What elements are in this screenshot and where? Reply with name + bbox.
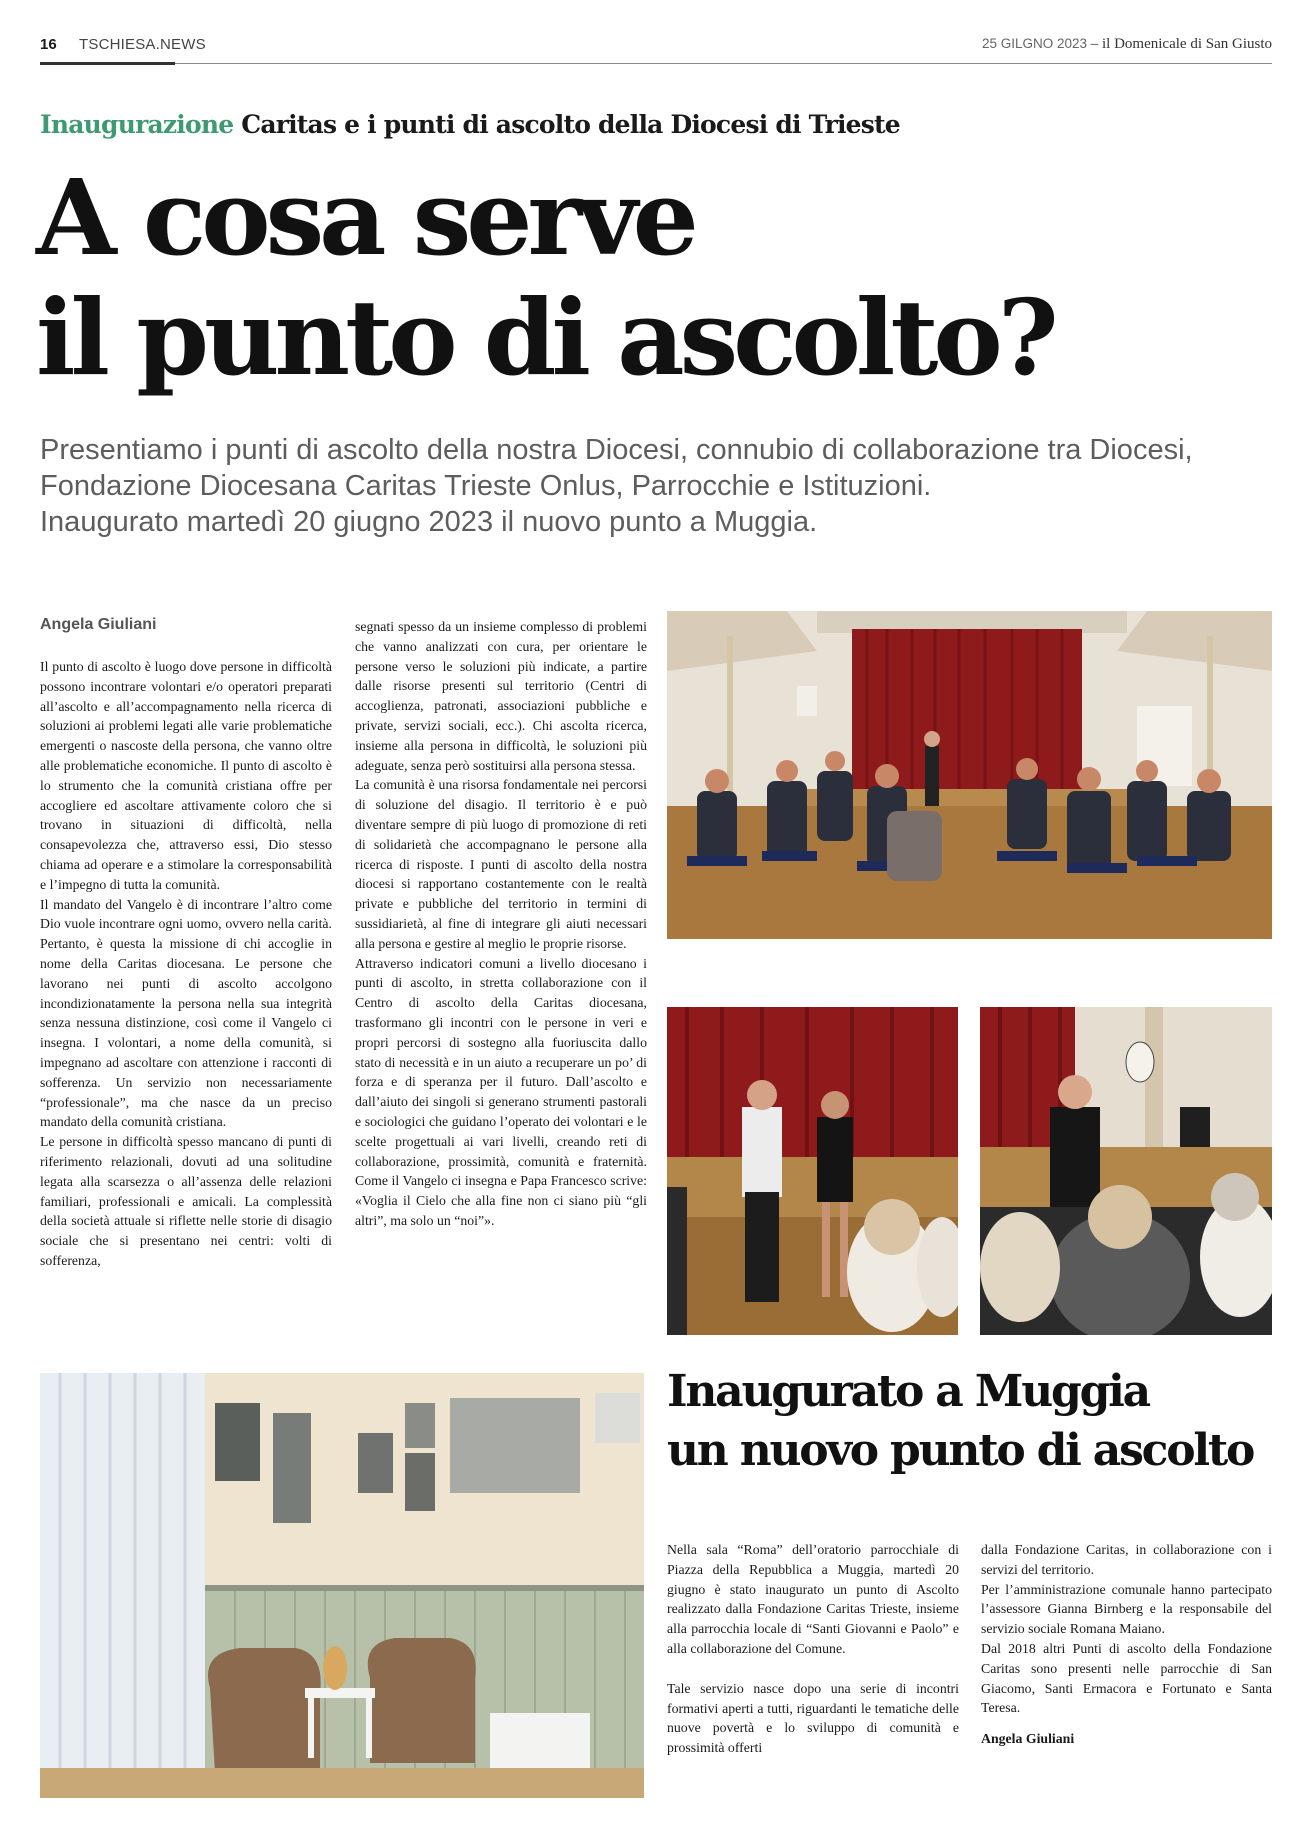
photo-listening-room: [40, 1373, 644, 1798]
kicker-text: Caritas e i punti di ascolto della Diocesi di Trieste: [241, 110, 900, 139]
secondary-column-1: [667, 1540, 959, 1758]
paragraph: Il punto di ascolto è luogo dove persone in difficoltà possono incontrare volontari e/o operatori preparati all’ascolto e all’accompagnamento nella ricerca di soluzioni ai problemi legati alle varie problematiche emergenti o nascoste della persona, che vanno oltre alle problematiche economiche. Il punto di ascolto è lo strumento che la comunità cristiana offre per accogliere ed ascoltare attivamente coloro che si trovano in situazioni di difficoltà, nella consapevolezza che, attraverso essi, Dio stesso chiama ad operare e a stimolare la corresponsabilità e l’impegno di tutta la comunità.: [40, 659, 332, 892]
article-column-1: [40, 657, 332, 1271]
publication-name: il Domenicale di San Giusto: [1102, 36, 1272, 52]
secondary-headline-line-2: un nuovo punto di ascolto: [667, 1425, 1254, 1476]
headline-line-2: il punto di ascolto?: [36, 276, 1054, 399]
paragraph: La comunità è una risorsa fondamentale nei percorsi di soluzione del disagio. Il territorio è e può diventare sempre di più luogo di promozione di reti di solidarietà che accompagnano le persone alla ricerca di risposte. I punti di ascolto della nostra diocesi si rapportano costantemente con le realtà private e pubbliche del territorio in termini di sussidiarietà, al fine di integrare gli aiuti necessari alla persona e gestire al meglio le proprie risorse.: [355, 777, 647, 951]
issue-separator: –: [1087, 36, 1103, 52]
subhead-line-2: Fondazione Diocesana Caritas Trieste Onlus, Parrocchie e Istituzioni.: [40, 470, 932, 502]
paragraph: Il mandato del Vangelo è di incontrare l’altro come Dio vuole incontrare ogni uomo, ovvero nella carità. Pertanto, è questa la missione di chi accoglie in nome della Caritas diocesana. Le persone che lavorano nei punti di ascolto accolgono incondizionatamente la persona nella sua integrità senza nessuna distinzione, così come il Vangelo ci insegna. I volontari, a nome della comunità, si impegnano ad ascoltare con attenzione i racconti di sofferenza. Un servizio non necessariamente “professionale”, ma che nasce da un preciso mandato della comunità cristiana.: [40, 896, 332, 1130]
article-column-2: [355, 617, 647, 1231]
header-rule: [40, 63, 1272, 64]
paragraph: Nella sala “Roma” dell’oratorio parrocchiale di Piazza della Repubblica a Muggia, martedì 20 giugno è stato inaugurato un punto di Ascolto realizzato dalla Fondazione Caritas Trieste, insieme alla parrocchia locale di “Santi Giovanni e Paolo” e alla collaborazione del Comune.: [667, 1542, 959, 1656]
paragraph-spacer: [667, 1659, 959, 1679]
headline: [36, 158, 1054, 398]
paragraph: Le persone in difficoltà spesso mancano di punti di riferimento relazionali, dovuti ad una solitudine legata alla scarsezza o all’assenza delle relazioni familiari, professionali e amicali. La complessità della società attuale si riflette nelle storie di disagio sociale che si presentano nei centri: volti di sofferenza,: [40, 1134, 332, 1268]
subhead-line-1: Presentiamo i punti di ascolto della nostra Diocesi, connubio di collaborazione tra Diocesi,: [40, 434, 1193, 466]
secondary-headline-line-1: Inaugurato a Muggia: [667, 1366, 1149, 1417]
paragraph: Tale servizio nasce dopo una serie di incontri formativi aperti a tutti, riguardanti le tematiche delle nuove povertà e lo sviluppo di comunità e prossimità offerti: [667, 1680, 959, 1756]
page-number: 16: [40, 36, 57, 53]
photo-priest-speaking: [980, 1007, 1272, 1335]
paragraph: Per l’amministrazione comunale hanno partecipato l’assessore Gianna Birnberg e la responsabile del servizio sociale Romana Maiano.: [981, 1581, 1272, 1637]
issue-info: [982, 36, 1272, 53]
photo-speakers: [667, 1007, 958, 1335]
subheadline: [40, 432, 1280, 540]
issue-date: 25 GILGNO 2023: [981, 36, 1088, 51]
secondary-column-2: [981, 1540, 1272, 1749]
paragraph: segnati spesso da un insieme complesso di problemi che vanno analizzati con cura, per orientare le persone verso le soluzioni più indicate, a partire dalle risorse presenti sul territorio (Centri di accoglienza, patronati, associazioni pubbliche e private, servizi sociali, ecc.). Chi ascolta ricerca, insieme alla persona in difficoltà, le soluzioni più adeguate, senza però sostituirsi alla persona stessa.: [355, 619, 647, 773]
headline-line-1: A cosa serve: [36, 156, 694, 279]
site-name: TSCHIESA.NEWS: [79, 36, 206, 53]
paragraph: Dal 2018 altri Punti di ascolto della Fondazione Caritas sono presenti nelle parrocchie di San Giacomo, Santi Ermacora e Fortunato e Santa Teresa.: [981, 1640, 1272, 1716]
header-rule-accent: [40, 62, 175, 65]
secondary-headline: [667, 1362, 1253, 1480]
kicker: [40, 110, 900, 139]
paragraph: dalla Fondazione Caritas, in collaborazione con i servizi del territorio.: [981, 1542, 1272, 1577]
photo-hall-audience: [667, 611, 1272, 939]
paragraph: Attraverso indicatori comuni a livello diocesano i punti di ascolto, in stretta collaborazione con il Centro di ascolto della Caritas diocesana, trasformano gli incontri con le persone in veri e propri percorsi di sostegno alla fuoriuscita dallo stato di necessità e in un aiuto a recuperare un po’ di forza e di speranza per il futuro. Dall’ascolto e dall’aiuto dei singoli si generano strumenti pastorali e sociologici che guidano l’operato dei volontari e le scelte progettuali ai vari livelli, creando reti di collaborazione, prossimità, comunità e fraternità. Come il Vangelo ci insegna e Papa Francesco scrive: «Voglia il Cielo che alla fine non ci siano più “gli altri”, ma solo un “noi”».: [355, 955, 647, 1228]
subhead-line-3: Inaugurato martedì 20 giugno 2023 il nuovo punto a Muggia.: [40, 506, 818, 538]
kicker-tag: Inaugurazione: [40, 110, 234, 139]
signature: Angela Giuliani: [981, 1731, 1075, 1747]
byline: Angela Giuliani: [40, 616, 157, 633]
